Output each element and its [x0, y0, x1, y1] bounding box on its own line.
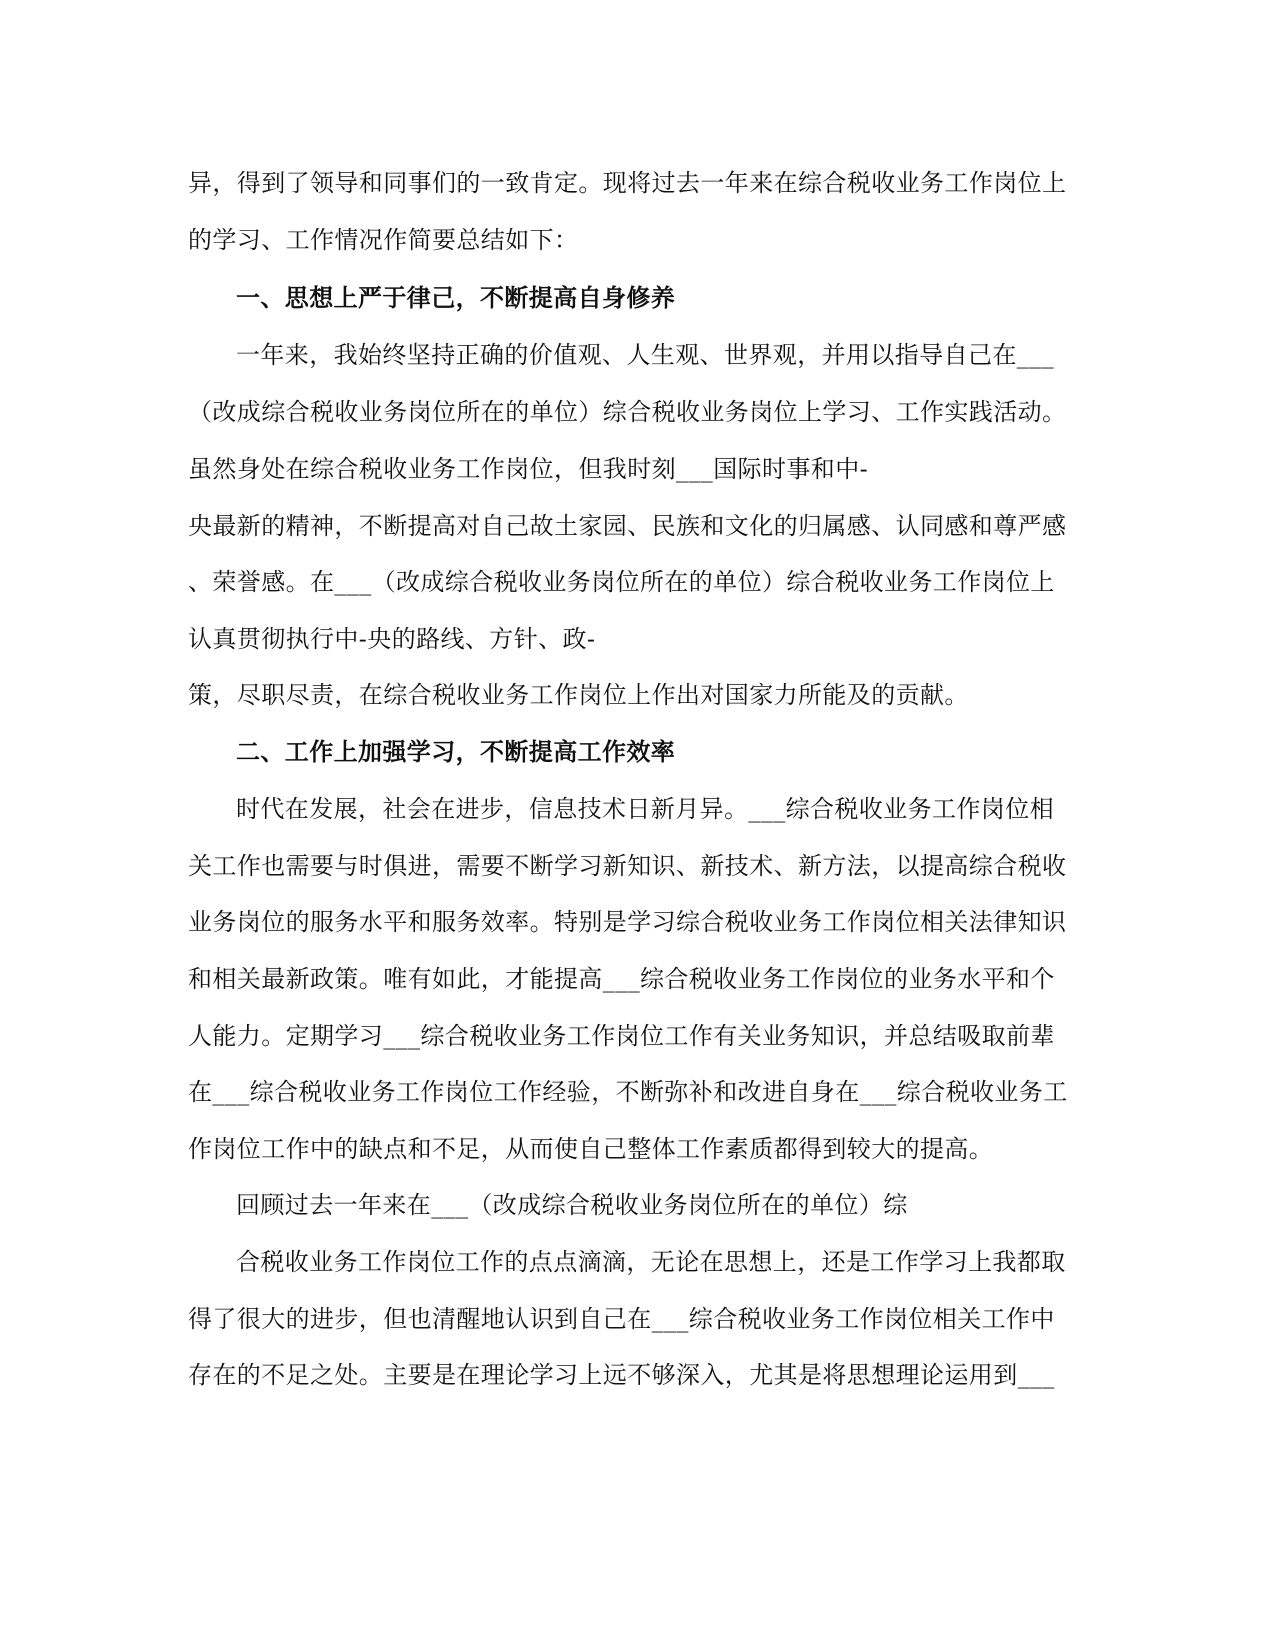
- paragraph-line: 异，得到了领导和同事们的一致肯定。现将过去一年来在综合税收业务工作岗位上: [188, 169, 1067, 197]
- paragraph-line: 作岗位工作中的缺点和不足，从而使自己整体工作素质都得到较大的提高。: [188, 1135, 994, 1163]
- paragraph-line: 虽然身处在综合税收业务工作岗位，但我时刻___国际时事和中-: [188, 455, 869, 483]
- paragraph-line: 存在的不足之处。主要是在理论学习上远不够深入，尤其是将思想理论运用到___: [188, 1361, 1055, 1389]
- paragraph-line: 关工作也需要与时俱进，需要不断学习新知识、新技术、新方法，以提高综合税收: [188, 852, 1067, 880]
- paragraph-line: 业务岗位的服务水平和服务效率。特别是学习综合税收业务工作岗位相关法律知识: [188, 908, 1067, 936]
- paragraph-line: 一年来，我始终坚持正确的价值观、人生观、世界观，并用以指导自己在___: [236, 341, 1054, 369]
- paragraph-line: 回顾过去一年来在___（改成综合税收业务岗位所在的单位）综: [236, 1191, 908, 1219]
- paragraph-line: 合税收业务工作岗位工作的点点滴滴，无论在思想上，还是工作学习上我都取: [236, 1248, 1066, 1276]
- paragraph-line: 央最新的精神，不断提高对自己故土家园、民族和文化的归属感、认同感和尊严感: [188, 512, 1067, 540]
- paragraph-line: 认真贯彻执行中-央的路线、方针、政-: [188, 625, 596, 653]
- paragraph-line: 在___综合税收业务工作岗位工作经验，不断弥补和改进自身在___综合税收业务工: [188, 1078, 1068, 1106]
- paragraph-line: 策，尽职尽责，在综合税收业务工作岗位上作出对国家力所能及的贡献。: [188, 681, 969, 709]
- section-heading: 一、思想上严于律己，不断提高自身修养: [236, 283, 676, 312]
- paragraph-line: （改成综合税收业务岗位所在的单位）综合税收业务岗位上学习、工作实践活动。: [188, 398, 1067, 426]
- paragraph-line: 得了很大的进步，但也清醒地认识到自己在___综合税收业务工作岗位相关工作中: [188, 1305, 1055, 1333]
- paragraph-line: 和相关最新政策。唯有如此，才能提高___综合税收业务工作岗位的业务水平和个: [188, 965, 1055, 993]
- paragraph-line: 、荣誉感。在___（改成综合税收业务岗位所在的单位）综合税收业务工作岗位上: [188, 568, 1055, 596]
- paragraph-line: 时代在发展，社会在进步，信息技术日新月异。___综合税收业务工作岗位相: [236, 795, 1054, 823]
- paragraph-line: 人能力。定期学习___综合税收业务工作岗位工作有关业务知识，并总结吸取前辈: [188, 1022, 1055, 1050]
- paragraph-line: 的学习、工作情况作简要总结如下：: [188, 226, 579, 254]
- section-heading: 二、工作上加强学习，不断提高工作效率: [236, 737, 676, 766]
